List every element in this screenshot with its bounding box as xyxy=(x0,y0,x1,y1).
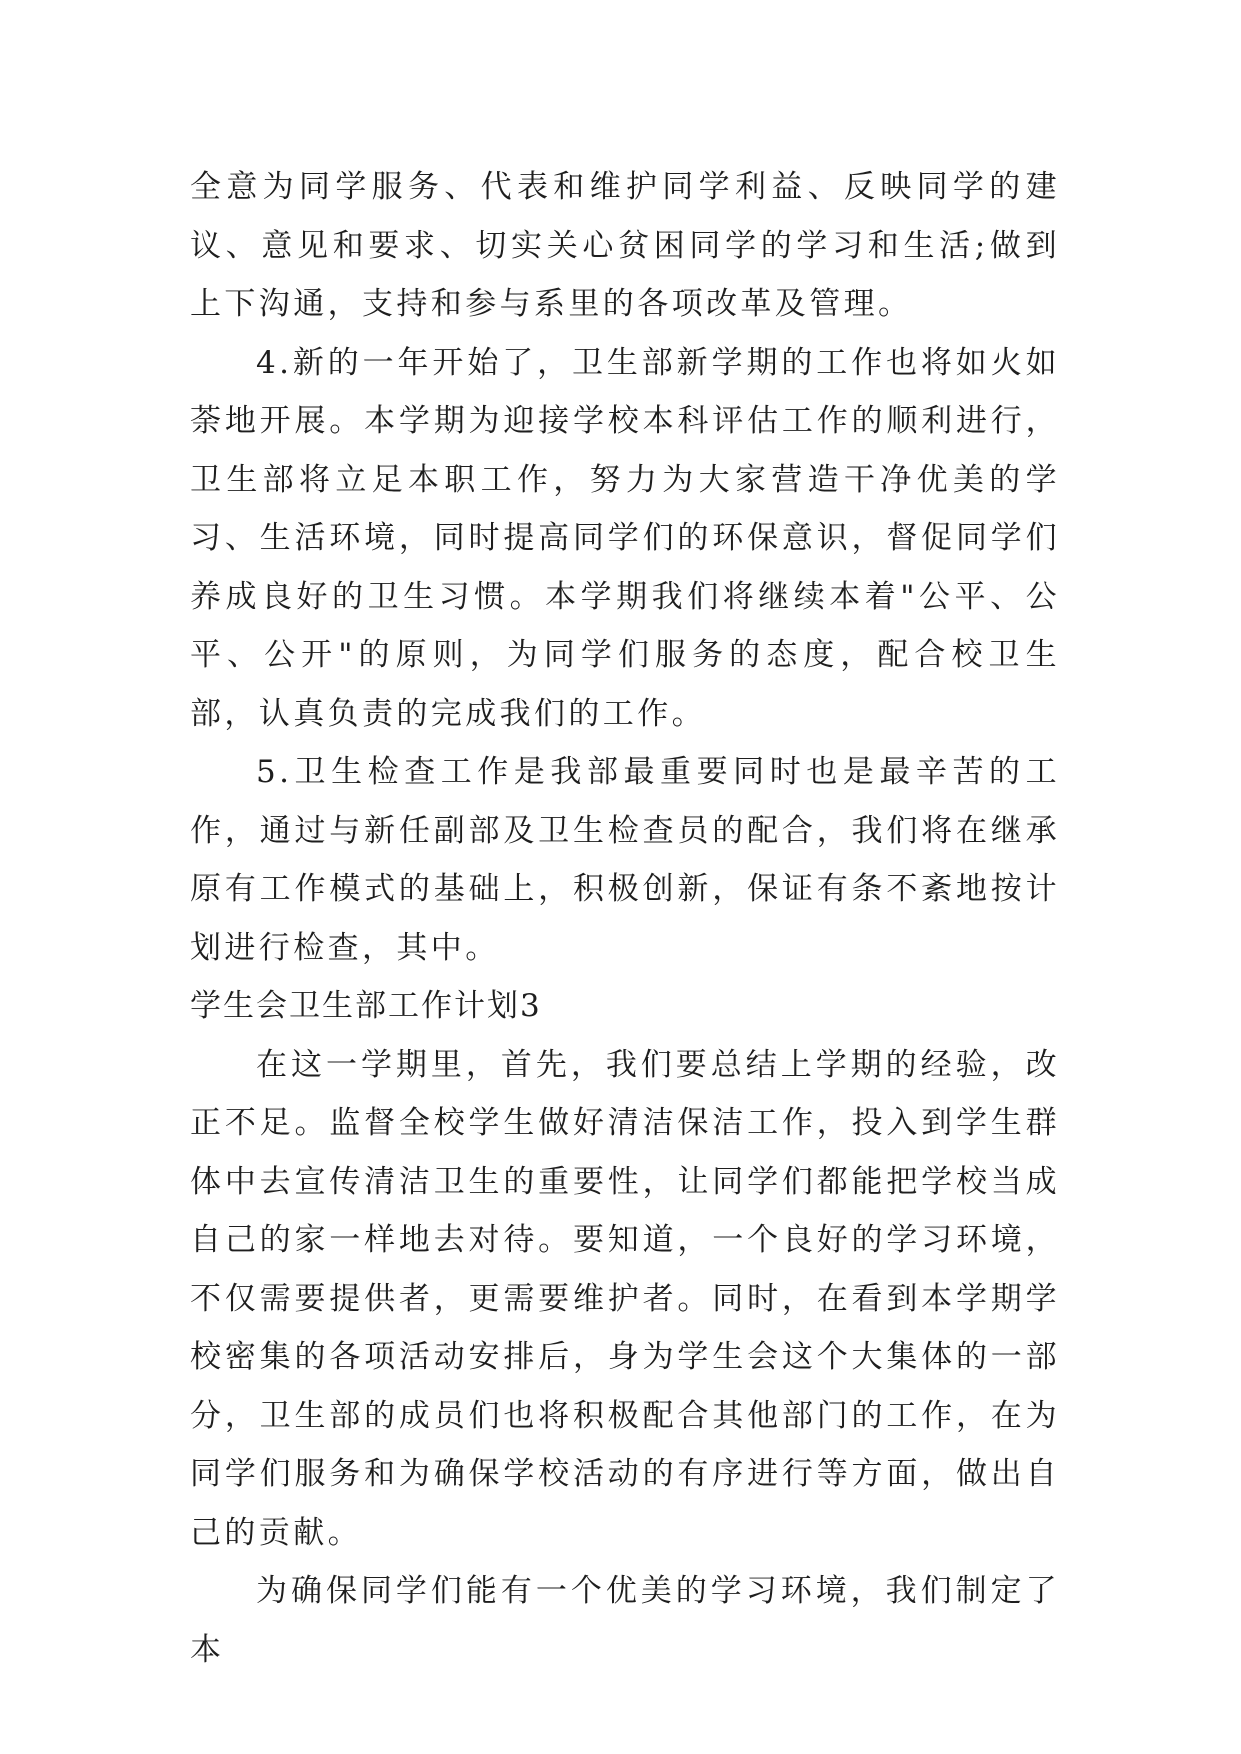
paragraph-plan-intro: 在这一学期里，首先，我们要总结上学期的经验，改正不足。监督全校学生做好清洁保洁工作，投入到学生群体中去宣传清洁卫生的重要性，让同学们都能把学校当成自己的家一样地去对待。要知道，一个良好的学习环境，不仅需要提供者，更需要维护者。同时，在看到本学期学校密集的各项活动安排后，身为学生会这个大集体的一部分，卫生部的成员们也将积极配合其他部门的工作，在为同学们服务和为确保学校活动的有序进行等方面，做出自己的贡献。 xyxy=(190,1046,1060,1551)
section-heading: 学生会卫生部工作计划3 xyxy=(190,988,542,1024)
paragraph-plan-next: 为确保同学们能有一个优美的学习环境，我们制定了本 xyxy=(190,1573,1060,1668)
paragraph-continuation: 全意为同学服务、代表和维护同学利益、反映同学的建议、意见和要求、切实关心贫困同学的学习和生活;做到上下沟通，支持和参与系里的各项改革及管理。 xyxy=(190,169,1060,322)
paragraph-item-4: 4.新的一年开始了，卫生部新学期的工作也将如火如荼地开展。本学期为迎接学校本科评估工作的顺利进行，卫生部将立足本职工作，努力为大家营造干净优美的学习、生活环境，同时提高同学们的环保意识，督促同学们养成良好的卫生习惯。本学期我们将继续本着"公平、公平、公开"的原则，为同学们服务的态度，配合校卫生部，认真负责的完成我们的工作。 xyxy=(190,344,1060,732)
paragraph-item-5: 5.卫生检查工作是我部最重要同时也是最辛苦的工作，通过与新任副部及卫生检查员的配合，我们将在继承原有工作模式的基础上，积极创新，保证有条不紊地按计划进行检查，其中。 xyxy=(190,754,1060,966)
document-body xyxy=(190,158,1060,1679)
